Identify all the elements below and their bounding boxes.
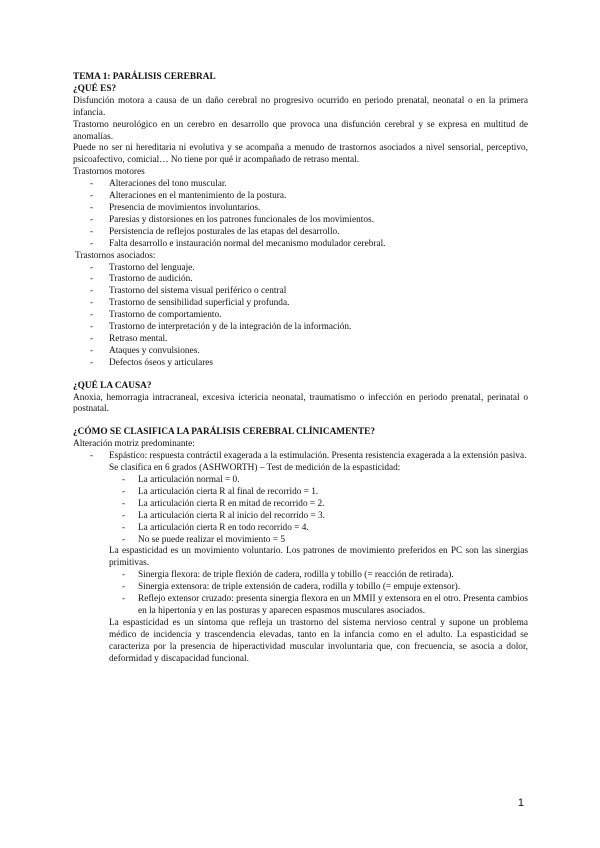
section-heading-que-es: ¿QUÉ ES? (73, 83, 117, 94)
paragraph: Anoxia, hemorragia intracraneal, excesiva ictericia neonatal, traumatismo o infección en periodo prenatal, perinatal o postnatal. (73, 392, 528, 415)
section-heading-clasificacion: ¿CÓMO SE CLASIFICA LA PARÁLISIS CEREBRAL CLÍNICAMENTE? (73, 427, 376, 438)
list-item: - La articulación cierta R al inicio del recorrido = 3. (122, 511, 528, 523)
associated-disorders-list (90, 263, 528, 370)
classification-list (90, 451, 528, 463)
document-title: TEMA 1: PARÁLISIS CEREBRAL (73, 72, 216, 82)
section-heading-causa: ¿QUÉ LA CAUSA? (73, 380, 152, 391)
list-item: - Alteraciones del tono muscular. (90, 179, 528, 191)
list-item: - Persistencia de reflejos posturales de las etapas del desarrollo. (90, 227, 528, 239)
closing-paragraph: La espasticidad es un síntoma que refleja un trastorno del sistema nervioso central y supone un problema médico de incidencia y trascendencia elevadas, tanto en la infancia como en el adulto. La espasticidad se caracteriza por la presencia de hiperactividad muscular involuntaria que, con frecuencia, se asocia a dolor, deformidad y discapacidad funcional. (109, 617, 528, 664)
list-item: - Sinergia flexora: de triple flexión de cadera, rodilla y tobillo (= reacción de retirada). (122, 570, 528, 582)
document-body (73, 72, 528, 666)
list-item: - Reflejo extensor cruzado: presenta sinergia flexora en un MMII y extensora en el otro. Presenta cambios en la hipertonía y en las posturas y aparecen espasmos musculares asociados. (122, 594, 528, 618)
list-item-spastic (90, 451, 528, 463)
synergies-list (122, 570, 528, 618)
page-number: 1 (517, 797, 524, 809)
subheading-alteracion-motriz: Alteración motriz predominante: (73, 439, 195, 450)
list-item: - Alteraciones en el mantenimiento de la postura. (90, 191, 528, 203)
list-item: - Trastorno de sensibilidad superficial y profunda. (90, 298, 528, 310)
motor-disorders-list (90, 179, 528, 250)
list-item: - Trastorno del sistema visual periférico o central (90, 286, 528, 298)
list-item: - Retraso mental. (90, 334, 528, 346)
list-item: - Trastorno de interpretación y de la integración de la información. (90, 322, 528, 334)
list-item: - Ataques y convulsiones. (90, 346, 528, 358)
list-item: - Falta desarrollo e instauración normal del mecanismo modulador cerebral. (90, 239, 528, 251)
list-item: - Paresias y distorsiones en los patrones funcionales de los movimientos. (90, 215, 528, 227)
list-item: - Defectos óseos y articulares (90, 358, 528, 370)
list-item: - Trastorno del lenguaje. (90, 263, 528, 275)
list-item: - Trastorno de comportamiento. (90, 310, 528, 322)
paragraph: Disfunción motora a causa de un daño cerebral no progresivo ocurrido en periodo prenatal, neonatal o en la primera infancia. (73, 95, 528, 118)
motor-disorders-label: Trastornos motores (73, 167, 145, 178)
voluntary-paragraph: La espasticidad es un movimiento voluntario. Los patrones de movimiento preferidos en PC son las sinergias primitivas. (109, 546, 528, 569)
paragraph: Trastorno neurológico en un cerebro en desarrollo que provoca una disfunción cerebral y se expresa en multitud de anomalías. (73, 119, 528, 142)
list-item: - La articulación cierta R al final de recorrido = 1. (122, 487, 528, 499)
list-item: - No se puede realizar el movimiento = 5 (122, 535, 528, 547)
list-item: - Sinergia extensora: de triple extensión de cadera, rodilla y tobillo (= empuje extensor). (122, 582, 528, 594)
list-item: - La articulación cierta R en mitad de recorrido = 2. (122, 499, 528, 511)
associated-disorders-label: Trastornos asociados: (75, 250, 156, 261)
spastic-text: Espástico: respuesta contráctil exagerada a la estimulación. Presenta resistencia exagerada a la extensión pasiva. (109, 451, 527, 462)
list-item: - La articulación normal = 0. (122, 475, 528, 487)
ashworth-grades-list (122, 475, 528, 546)
list-item: - Presencia de movimientos involuntarios. (90, 203, 528, 215)
list-item: - La articulación cierta R en todo recorrido = 4. (122, 523, 528, 535)
list-item: - Trastorno de audición. (90, 274, 528, 286)
grades-intro: Se clasifica en 6 grados (ASHWORTH) – Test de medición de la espasticidad: (109, 463, 401, 474)
paragraph: Puede no ser ni hereditaria ni evolutiva y se acompaña a menudo de trastornos asociados a nivel sensorial, perceptivo, psicoafectivo, comicial… No tiene por qué ir acompañado de retraso mental. (73, 143, 528, 166)
